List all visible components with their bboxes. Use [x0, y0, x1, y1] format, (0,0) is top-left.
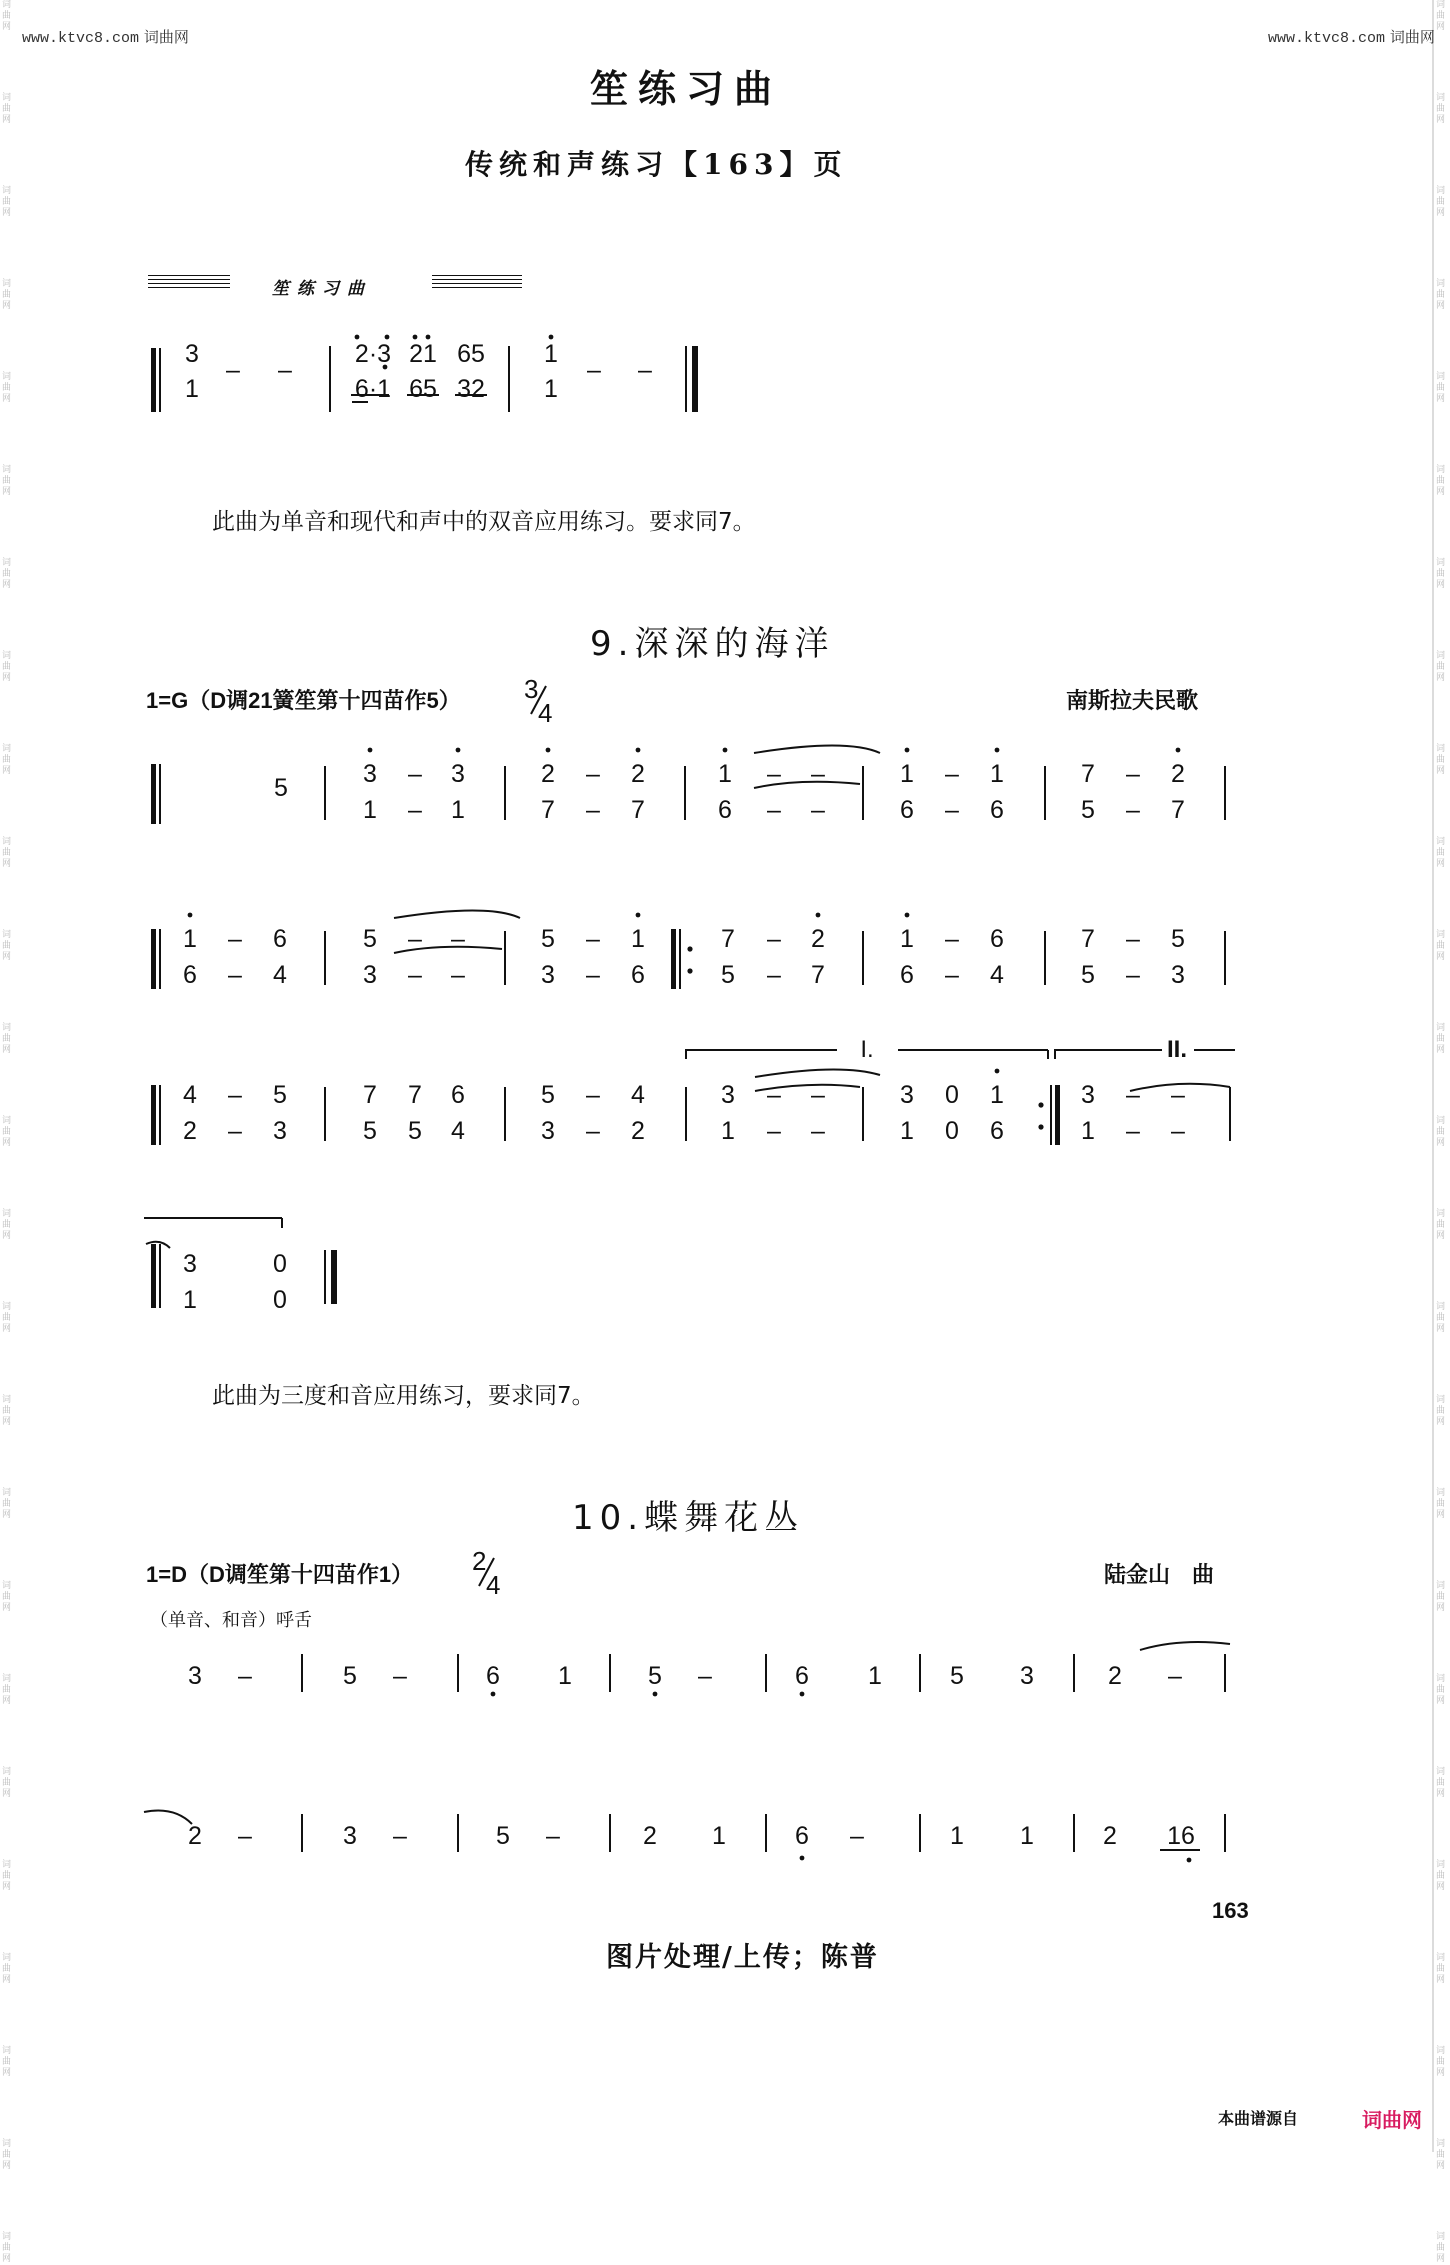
- top-note: 1: [631, 925, 645, 953]
- top-note: 2: [1171, 760, 1185, 788]
- strip-text: 词曲网: [1436, 930, 1446, 962]
- bottom-note: 2: [183, 1117, 197, 1145]
- strip-text: 词曲网: [1436, 744, 1446, 776]
- strip-text: 词曲网: [1436, 1674, 1446, 1706]
- left-watermark-strip: [2, 0, 16, 2264]
- bottom-note: 6: [990, 796, 1004, 824]
- strip-text: 词曲网: [2, 930, 12, 962]
- page-number: 163: [1212, 1898, 1249, 1923]
- hold-dash: –: [698, 1662, 712, 1690]
- hold-dash: –: [586, 1081, 600, 1109]
- strip-text: 词曲网: [2, 1860, 12, 1892]
- top-note: 7: [1081, 760, 1095, 788]
- strip-text: 词曲网: [2, 1953, 12, 1985]
- strip-text: 词曲网: [1436, 2046, 1446, 2078]
- strip-text: 词曲网: [1436, 372, 1446, 404]
- note: 5: [496, 1822, 510, 1850]
- note: 6: [486, 1662, 500, 1690]
- top-note: 3: [183, 1250, 197, 1278]
- top-note: 2: [631, 760, 645, 788]
- top-note: 21: [409, 340, 437, 368]
- top-note: 6: [990, 925, 1004, 953]
- page-subtitle: 传统和声练习【163】页: [465, 148, 848, 181]
- note: 2: [643, 1822, 657, 1850]
- hold-dash: –: [1126, 796, 1140, 824]
- song10-technique: （单音、和音）呼舌: [150, 1610, 312, 1631]
- top-note: 4: [183, 1081, 197, 1109]
- header-left: [22, 26, 189, 47]
- note: 1: [1020, 1822, 1034, 1850]
- song9-row-2: [140, 905, 1240, 1005]
- strip-text: 词曲网: [2, 186, 12, 218]
- hold-dash: –: [850, 1822, 864, 1850]
- bottom-note: 6: [183, 961, 197, 989]
- strip-text: 词曲网: [1436, 837, 1446, 869]
- hold-dash: –: [408, 760, 422, 788]
- bottom-note: 1: [900, 1117, 914, 1145]
- strip-text: 词曲网: [2, 1581, 12, 1613]
- strip-text: 词曲网: [2, 1023, 12, 1055]
- top-note: 7: [408, 1081, 422, 1109]
- strip-text: 词曲网: [1436, 279, 1446, 311]
- hold-dash: –: [1126, 1081, 1140, 1109]
- hold-dash: –: [228, 1081, 242, 1109]
- header-right: [1268, 26, 1435, 47]
- bottom-note: 5: [721, 961, 735, 989]
- exercise-notation: [140, 330, 720, 425]
- hold-dash: –: [451, 961, 465, 989]
- bottom-note: 1: [1081, 1117, 1095, 1145]
- strip-text: 词曲网: [1436, 1116, 1446, 1148]
- strip-text: 词曲网: [2, 1302, 12, 1334]
- top-note: 2·3: [354, 340, 392, 368]
- time-top: 3: [524, 676, 539, 704]
- top-note: 1: [900, 760, 914, 788]
- top-note: 65: [457, 340, 485, 368]
- hold-dash: –: [767, 1081, 781, 1109]
- hold-dash: –: [587, 356, 601, 384]
- song9-row-1: [140, 740, 1240, 840]
- hold-dash: –: [1171, 1081, 1185, 1109]
- note: 5: [950, 1662, 964, 1690]
- bottom-note: 5: [1081, 961, 1095, 989]
- strip-text: 词曲网: [2, 837, 12, 869]
- right-margin-line: [1432, 0, 1434, 2152]
- bottom-note: 7: [811, 961, 825, 989]
- exercise-note: 此曲为单音和现代和声中的双音应用练习。要求同7。: [212, 509, 756, 535]
- hold-dash: –: [238, 1662, 252, 1690]
- song9-title: 9.深深的海洋: [590, 624, 835, 664]
- page-title: 笙练习曲: [590, 66, 783, 111]
- source-label: 本曲谱源自: [1218, 2109, 1299, 2128]
- top-note: 5: [1171, 925, 1185, 953]
- top-note: 1: [900, 925, 914, 953]
- hold-dash: –: [228, 1117, 242, 1145]
- site-name: 词曲网: [143, 28, 189, 46]
- top-note: 1: [718, 760, 732, 788]
- song10-composer: 陆金山 曲: [1104, 1563, 1215, 1588]
- top-note: 3: [900, 1081, 914, 1109]
- strip-text: 词曲网: [2, 2046, 12, 2078]
- bottom-note: 1: [185, 375, 199, 403]
- hold-dash: –: [228, 961, 242, 989]
- note: 1: [558, 1662, 572, 1690]
- song9-row-3: [140, 1035, 1240, 1175]
- bottom-note: 2: [631, 1117, 645, 1145]
- strip-text: 词曲网: [2, 0, 12, 32]
- strip-text: 词曲网: [1436, 93, 1446, 125]
- hold-dash: –: [945, 760, 959, 788]
- strip-text: 词曲网: [1436, 1767, 1446, 1799]
- strip-text: 词曲网: [2, 1209, 12, 1241]
- bottom-note: 0: [273, 1286, 287, 1314]
- top-note: 0: [945, 1081, 959, 1109]
- top-note: 7: [721, 925, 735, 953]
- time-bottom: 4: [486, 1570, 501, 1598]
- note: 1: [950, 1822, 964, 1850]
- exercise-label: 笙练习曲: [272, 279, 372, 299]
- hold-dash: –: [278, 356, 292, 384]
- bottom-note: 4: [990, 961, 1004, 989]
- hold-dash: –: [546, 1822, 560, 1850]
- hold-dash: –: [945, 796, 959, 824]
- hold-dash: –: [945, 925, 959, 953]
- upload-credit: 图片处理/上传；陈普: [606, 1942, 879, 1973]
- top-note: 3: [363, 760, 377, 788]
- strip-text: 词曲网: [1436, 651, 1446, 683]
- decorative-rule: [432, 275, 522, 291]
- strip-text: 词曲网: [2, 372, 12, 404]
- strip-text: 词曲网: [2, 93, 12, 125]
- strip-text: 词曲网: [1436, 1302, 1446, 1334]
- top-note: 2: [541, 760, 555, 788]
- bottom-note: 6: [900, 796, 914, 824]
- hold-dash: –: [811, 1117, 825, 1145]
- strip-text: 词曲网: [1436, 1488, 1446, 1520]
- site-url[interactable]: www.ktvc8.com: [22, 30, 140, 47]
- hold-dash: –: [226, 356, 240, 384]
- bottom-note: 5: [363, 1117, 377, 1145]
- strip-text: 词曲网: [1436, 2139, 1446, 2171]
- hold-dash: –: [451, 925, 465, 953]
- hold-dash: –: [811, 760, 825, 788]
- bottom-note: 4: [451, 1117, 465, 1145]
- bottom-note: 0: [945, 1117, 959, 1145]
- hold-dash: –: [1126, 925, 1140, 953]
- top-note: 6: [273, 925, 287, 953]
- song9-composer: 南斯拉夫民歌: [1066, 689, 1199, 714]
- top-note: 3: [185, 340, 199, 368]
- strip-text: 词曲网: [1436, 0, 1446, 32]
- hold-dash: –: [945, 961, 959, 989]
- bottom-note: 5: [1081, 796, 1095, 824]
- hold-dash: –: [1171, 1117, 1185, 1145]
- bottom-note: 3: [541, 961, 555, 989]
- brand-logo[interactable]: 词曲网: [1362, 2108, 1422, 2132]
- hold-dash: –: [408, 961, 422, 989]
- hold-dash: –: [767, 760, 781, 788]
- note: 6: [795, 1822, 809, 1850]
- strip-text: 词曲网: [2, 279, 12, 311]
- hold-dash: –: [393, 1822, 407, 1850]
- note: 3: [1020, 1662, 1034, 1690]
- note: 5: [343, 1662, 357, 1690]
- strip-text: 词曲网: [2, 2232, 12, 2264]
- top-note: 1: [990, 760, 1004, 788]
- time-top: 2: [472, 1548, 487, 1576]
- top-note: 1: [990, 1081, 1004, 1109]
- hold-dash: –: [811, 796, 825, 824]
- strip-text: 词曲网: [2, 558, 12, 590]
- note: 6: [795, 1662, 809, 1690]
- hold-dash: –: [586, 961, 600, 989]
- top-note: 1: [544, 340, 558, 368]
- bottom-note: 6·1: [354, 375, 392, 403]
- strip-text: 词曲网: [1436, 1860, 1446, 1892]
- hold-dash: –: [408, 796, 422, 824]
- bottom-note: 6: [990, 1117, 1004, 1145]
- hold-dash: –: [393, 1662, 407, 1690]
- note: 5: [648, 1662, 662, 1690]
- bottom-note: 1: [544, 375, 558, 403]
- strip-text: 词曲网: [2, 1488, 12, 1520]
- bottom-note: 5: [408, 1117, 422, 1145]
- bottom-note: 3: [1171, 961, 1185, 989]
- song9-row-4: [140, 1210, 380, 1320]
- strip-text: 词曲网: [2, 1116, 12, 1148]
- strip-text: 词曲网: [1436, 1209, 1446, 1241]
- song10-row-1: [140, 1640, 1240, 1710]
- top-note: 3: [721, 1081, 735, 1109]
- strip-text: 词曲网: [2, 1674, 12, 1706]
- top-note: 0: [273, 1250, 287, 1278]
- note: 2: [1108, 1662, 1122, 1690]
- song9-time-signature: [520, 676, 560, 726]
- song9-note: 此曲为三度和音应用练习，要求同7。: [212, 1383, 595, 1409]
- strip-text: 词曲网: [1436, 1953, 1446, 1985]
- hold-dash: –: [586, 760, 600, 788]
- hold-dash: –: [586, 1117, 600, 1145]
- song10-key: 1=D（D调笙第十四苗作1）: [146, 1562, 414, 1587]
- strip-text: 词曲网: [2, 651, 12, 683]
- top-note: 5: [541, 1081, 555, 1109]
- strip-text: 词曲网: [1436, 2232, 1446, 2264]
- top-note: 2: [811, 925, 825, 953]
- hold-dash: –: [767, 925, 781, 953]
- bottom-note: 6: [900, 961, 914, 989]
- note: 1: [868, 1662, 882, 1690]
- strip-text: 词曲网: [1436, 1581, 1446, 1613]
- top-note: 6: [451, 1081, 465, 1109]
- strip-text: 词曲网: [2, 744, 12, 776]
- hold-dash: –: [767, 961, 781, 989]
- note: 3: [188, 1662, 202, 1690]
- top-note: 5: [541, 925, 555, 953]
- top-note: 3: [451, 760, 465, 788]
- pickup-note: 5: [274, 774, 288, 802]
- time-bottom: 4: [538, 698, 553, 726]
- song10-row-2: [140, 1800, 1240, 1880]
- bottom-note: 6: [631, 961, 645, 989]
- strip-text: 词曲网: [2, 1767, 12, 1799]
- bottom-note: 3: [363, 961, 377, 989]
- hold-dash: –: [767, 796, 781, 824]
- top-note: 5: [363, 925, 377, 953]
- ending-2-label: II.: [1166, 1036, 1188, 1063]
- hold-dash: –: [586, 796, 600, 824]
- hold-dash: –: [1168, 1662, 1182, 1690]
- top-note: 7: [1081, 925, 1095, 953]
- strip-text: 词曲网: [1436, 186, 1446, 218]
- strip-text: 词曲网: [1436, 465, 1446, 497]
- strip-text: 词曲网: [1436, 1023, 1446, 1055]
- hold-dash: –: [1126, 961, 1140, 989]
- bottom-note: 32: [457, 375, 485, 403]
- note: 3: [343, 1822, 357, 1850]
- hold-dash: –: [1126, 1117, 1140, 1145]
- site-url[interactable]: www.ktvc8.com: [1268, 30, 1386, 47]
- top-note: 5: [273, 1081, 287, 1109]
- song10-time-signature: [468, 1548, 508, 1598]
- bottom-note: 65: [409, 375, 437, 403]
- site-name: 词曲网: [1389, 28, 1435, 46]
- bottom-note: 7: [1171, 796, 1185, 824]
- bottom-note: 1: [451, 796, 465, 824]
- bottom-note: 3: [541, 1117, 555, 1145]
- right-watermark-strip: [1436, 0, 1450, 2264]
- bottom-note: 1: [363, 796, 377, 824]
- hold-dash: –: [238, 1822, 252, 1850]
- top-note: 3: [1081, 1081, 1095, 1109]
- bottom-note: 6: [718, 796, 732, 824]
- bottom-note: 1: [183, 1286, 197, 1314]
- top-note: 1: [183, 925, 197, 953]
- strip-text: 词曲网: [2, 465, 12, 497]
- hold-dash: –: [228, 925, 242, 953]
- bottom-note: 7: [631, 796, 645, 824]
- strip-text: 词曲网: [1436, 1395, 1446, 1427]
- song9-key: 1=G（D调21簧笙第十四苗作5）: [146, 688, 461, 713]
- bottom-note: 4: [273, 961, 287, 989]
- ending-1-label: I.: [860, 1036, 874, 1063]
- strip-text: 词曲网: [2, 1395, 12, 1427]
- top-note: 7: [363, 1081, 377, 1109]
- note: 1: [712, 1822, 726, 1850]
- song10-title: 10.蝶舞花丛: [572, 1498, 805, 1538]
- hold-dash: –: [1126, 760, 1140, 788]
- bottom-note: 1: [721, 1117, 735, 1145]
- hold-dash: –: [408, 925, 422, 953]
- hold-dash: –: [767, 1117, 781, 1145]
- bottom-note: 7: [541, 796, 555, 824]
- strip-text: 词曲网: [1436, 558, 1446, 590]
- hold-dash: –: [586, 925, 600, 953]
- decorative-rule: [148, 275, 230, 291]
- note: 2: [1103, 1822, 1117, 1850]
- note: 2: [188, 1822, 202, 1850]
- strip-text: 词曲网: [2, 2139, 12, 2171]
- hold-dash: –: [638, 356, 652, 384]
- top-note: 4: [631, 1081, 645, 1109]
- hold-dash: –: [811, 1081, 825, 1109]
- note: 16: [1167, 1822, 1195, 1850]
- bottom-note: 3: [273, 1117, 287, 1145]
